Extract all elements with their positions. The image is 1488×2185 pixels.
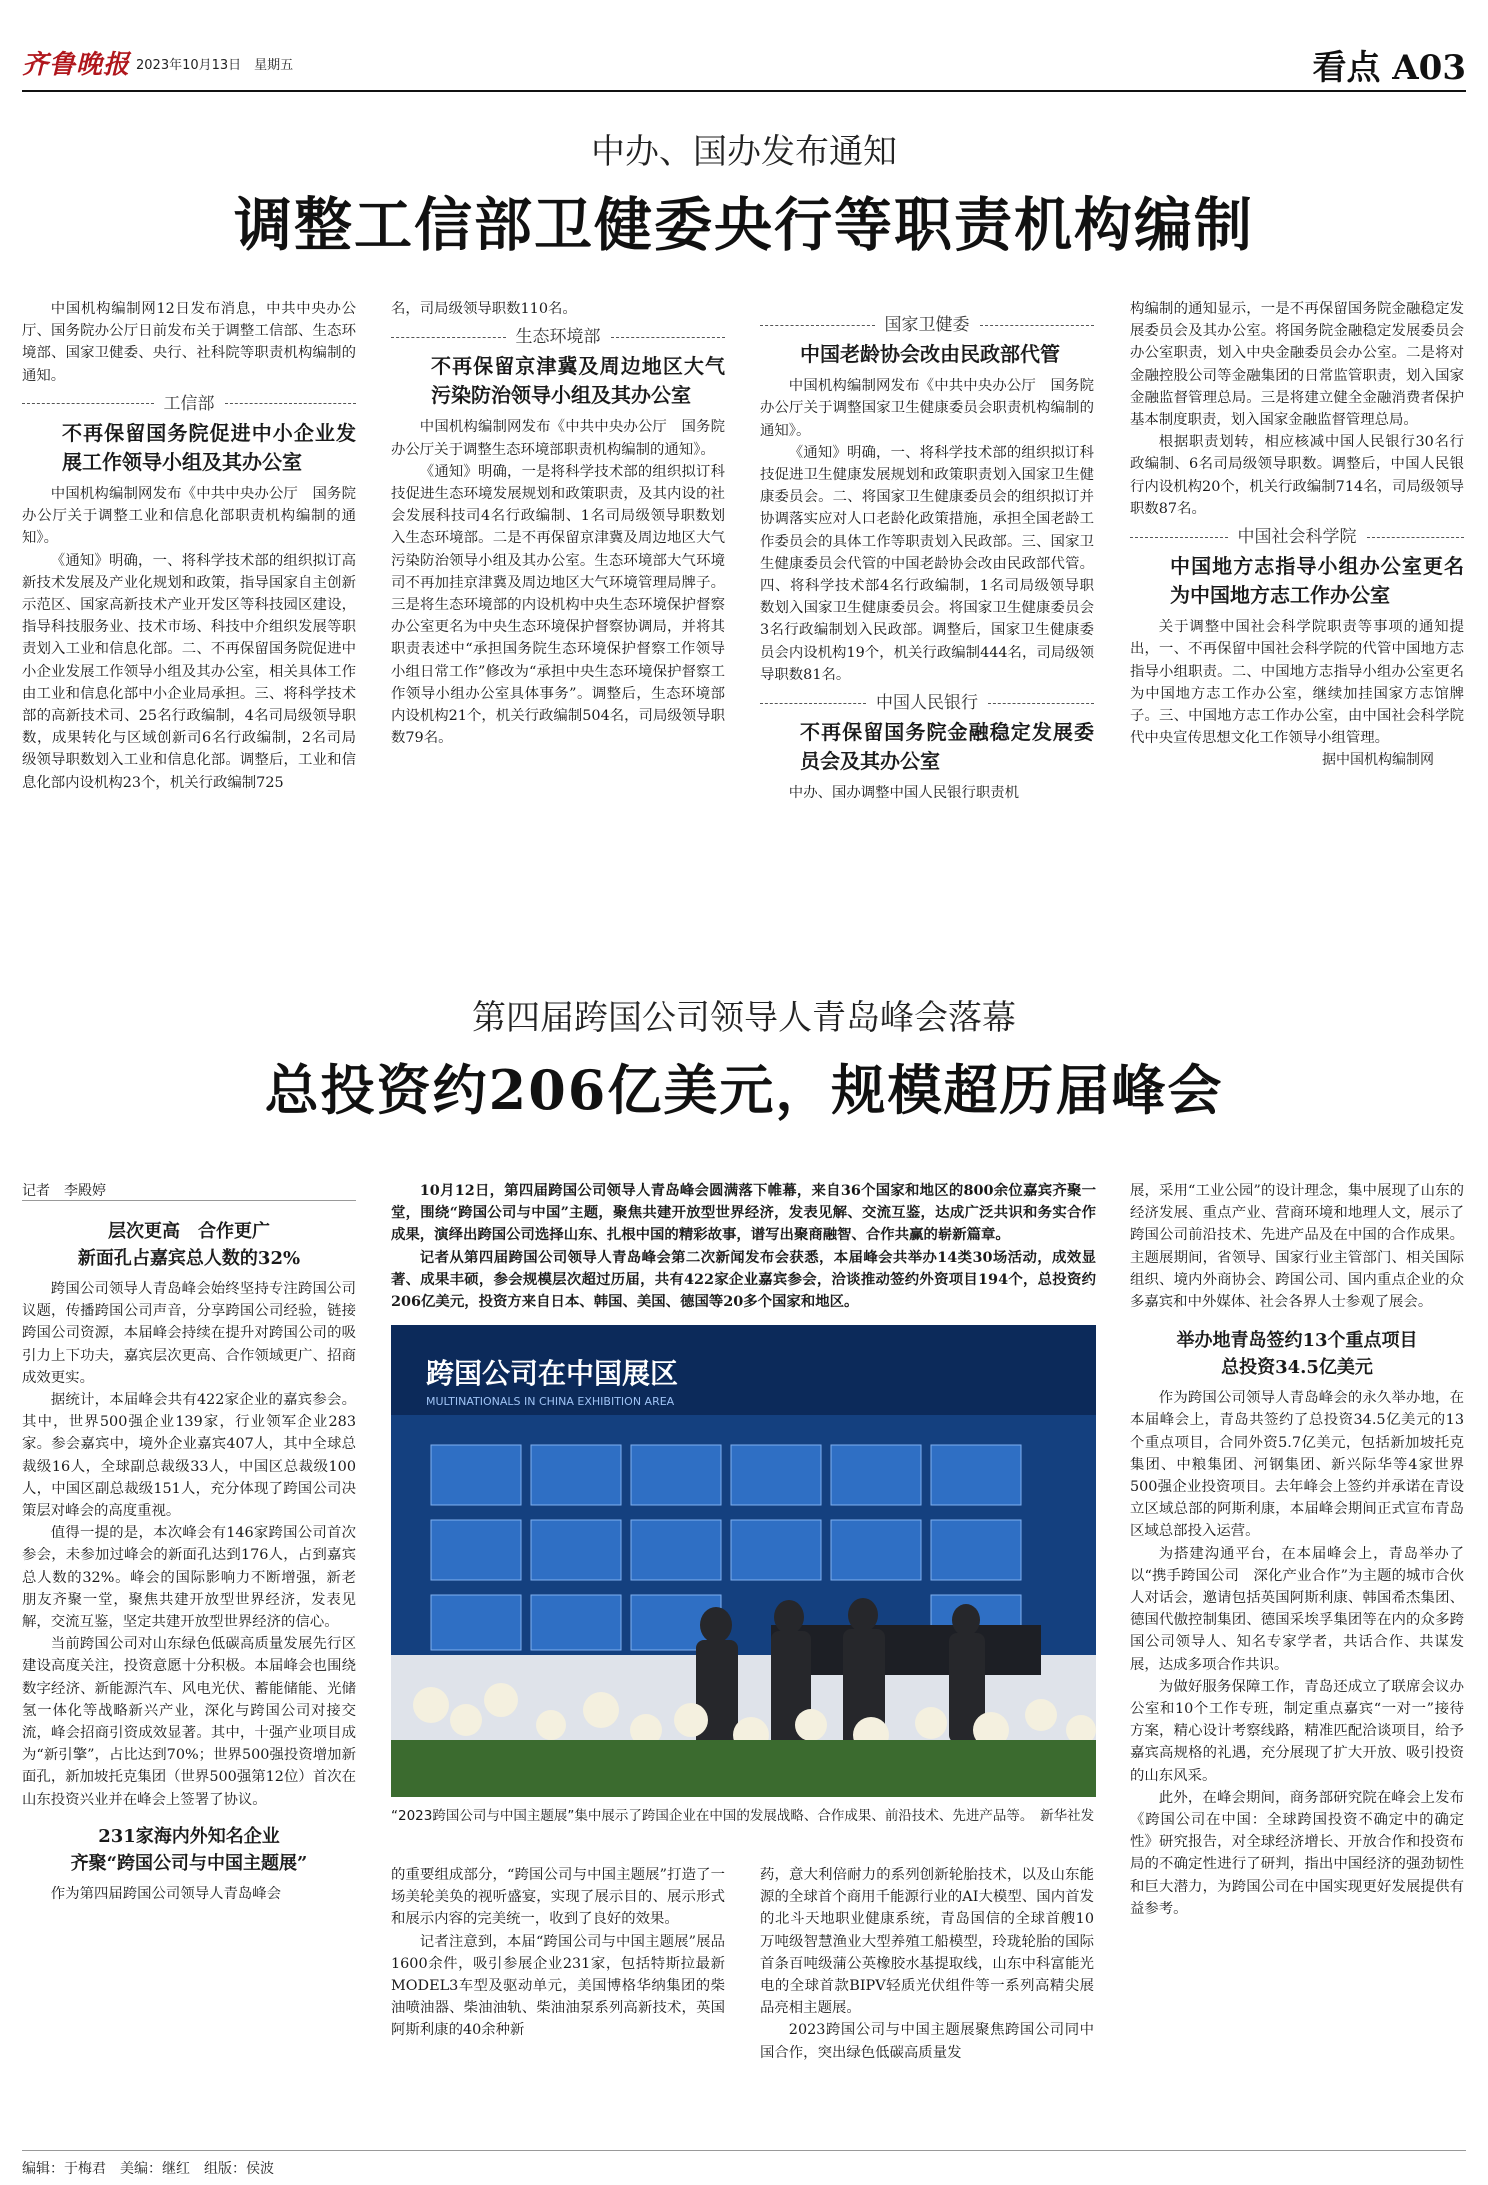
paragraph: 《通知》明确，一、将科学技术部的组织拟订科技促进卫生健康发展规划和政策职责划入国家卫生健康委员会。二、将国家卫生健康委员会的组织拟订并协调落实应对人口老龄化政策措施，承担全国老龄工作委员会的具体工作等职责划入民政部。三、国家卫生健康委员会代管的中国老龄协会改由民政部代管。四、将科学技术部4名行政编制，1名司局级领导职数划入国家卫生健康委员会。将国家卫生健康委员会3名行政编制划入民政部。调整后，国家卫生健康委员会内设机构19个，机关行政编制444名，司局级领导职数81名。: [760, 444, 1094, 683]
story2-lead: [391, 1180, 1096, 1313]
paragraph: 10月12日，第四届跨国公司领导人青岛峰会圆满落下帷幕，来自36个国家和地区的800余位嘉宾齐聚一堂，围绕“跨国公司与中国”主题，聚焦共建开放型世界经济，发表见解、交流互鉴，达成广泛共识和务实合作成果，演绎出跨国公司选择山东、扎根中国的精彩故事，谱写出聚商融智、合作共赢的崭新篇章。: [391, 1182, 1096, 1244]
subheading: 齐聚“跨国公司与中国主题展”: [70, 1852, 308, 1874]
paragraph: 名，司局级领导职数110名。: [391, 301, 577, 317]
exhibition-photo: [391, 1325, 1096, 1797]
paragraph: 值得一提的是，本次峰会有146家跨国公司首次参会，未参加过峰会的新面孔达到176人，占到嘉宾总人数的32%。峰会的国际影响力不断增强，新老朋友齐聚一堂，聚焦共建开放型世界经济，发表见解，交流互鉴，坚定共建开放型世界经济的信心。: [22, 1525, 356, 1631]
story2-kicker: 第四届跨国公司领导人青岛峰会落幕: [472, 998, 1016, 1038]
story1-column-1: [22, 298, 356, 794]
source-credit: 据中国机构编制网: [1322, 752, 1434, 769]
header-rule: [22, 90, 1466, 92]
subheading: 新面孔占嘉宾总人数的32%: [77, 1248, 301, 1269]
paragraph: 为搭建沟通平台，在本届峰会上，青岛举办了以“携手跨国公司 深化产业合作”为主题的城市合伙人对话会，邀请包括英国阿斯利康、韩国希杰集团、德国代傲控制集团、德国采埃孚集团等在内的众多跨国公司领导人、知名专家学者，共话合作、共谋发展，达成多项合作共识。: [1130, 1545, 1464, 1673]
paragraph: 作为跨国公司领导人青岛峰会的永久举办地，在本届峰会上，青岛共签约了总投资34.5亿美元的13个重点项目，合同外资5.7亿美元，包括新加坡托克集团、中粮集团、河钢集团、新兴际华等4家世界500强企业投资项目。去年峰会上签约并承诺在青设立区域总部的阿斯利康，本届峰会期间正式宣布青岛区域总部投入运营。: [1130, 1390, 1464, 1540]
story1-column-4: [1130, 298, 1464, 772]
footer-rule: [22, 2150, 1466, 2151]
section-label-miit: 工信部: [22, 393, 356, 415]
newspaper-logo: 齐鲁晚报: [22, 50, 131, 80]
paragraph: 中国机构编制网发布《中共中央办公厅 国务院办公厅关于调整国家卫生健康委员会职责机构编制的通知》。: [760, 378, 1094, 439]
story1-column-2: [391, 298, 725, 749]
subheading: 不再保留国务院金融稳定发展委员会及其办公室: [800, 720, 1094, 774]
subheading: 231家海内外知名企业: [98, 1825, 280, 1847]
section-label-pboc: 中国人民银行: [760, 692, 1094, 714]
paragraph: 中办、国办调整中国人民银行职责机: [788, 785, 1020, 802]
story2-column-1: [22, 1212, 356, 1905]
paragraph: 中国机构编制网发布《中共中央办公厅 国务院办公厅关于调整工业和信息化部职责机构编制的通知》。: [22, 486, 356, 547]
story1-headline: 调整工信部卫健委央行等职责机构编制: [233, 191, 1254, 259]
story1-column-3: [760, 308, 1094, 804]
exhibition-sign-cn: 跨国公司在中国展区: [426, 1357, 679, 1390]
subheading: 层次更高 合作更广: [108, 1221, 270, 1242]
story2-column-4: [1130, 1180, 1464, 1920]
paragraph: 此外，在峰会期间，商务部研究院在峰会上发布《跨国公司在中国：全球跨国投资不确定中的确定性》研究报告，对全球经济增长、开放合作和投资布局的不确定性进行了研判，指出中国经济的强劲韧性和巨大潜力，为跨国公司在中国实现更好发展提供有益参考。: [1130, 1789, 1464, 1917]
paragraph: 跨国公司领导人青岛峰会始终坚持专注跨国公司议题，传播跨国公司声音，分享跨国公司经验，链接跨国公司资源，本届峰会持续在提升对跨国公司的吸引力上下功夫，嘉宾层次更高、合作领域更广、招商成效更实。: [22, 1281, 356, 1386]
editorial-credits: 编辑：于梅君 美编：继红 组版：侯波: [22, 2161, 274, 2177]
byline: 记者 李殿婷: [22, 1183, 106, 1199]
section-label-cass: 中国社会科学院: [1130, 526, 1464, 548]
paragraph: 记者从第四届跨国公司领导人青岛峰会第二次新闻发布会获悉，本届峰会共举办14类30场活动，成效显著、成果丰硕，参会规模层次超过历届，共有422家企业嘉宾参会，洽谈推动签约外资项目194个，总投资约206亿美元，投资方来自日本、韩国、美国、德国等20多个国家和地区。: [391, 1248, 1096, 1311]
exhibition-sign-en: MULTINATIONALS IN CHINA EXHIBITION AREA: [426, 1395, 675, 1408]
paragraph: 展，采用“工业公园”的设计理念，集中展现了山东的经济发展、重点产业、营商环境和地理人文，展示了跨国公司前沿技术、先进产品及在中国的合作成果。主题展期间，省领导、国家行业主管部门、相关国际组织、境内外商协会、跨国公司、国内重点企业的众多嘉宾和中外媒体、社会各界人士参观了展会。: [1130, 1183, 1464, 1311]
subheading: 中国地方志指导小组办公室更名为中国地方志工作办公室: [1170, 554, 1464, 608]
page-section-label: 看点 A03: [1312, 48, 1466, 88]
exhibition-scene: [391, 1325, 1096, 1797]
paragraph: 根据职责划转，相应核减中国人民银行30名行政编制、6名司局级领导职数。调整后，中国人民银行内设机构20个，机关行政编制714名，司局级领导职数87名。: [1130, 434, 1464, 517]
paragraph: 《通知》明确，一、将科学技术部的组织拟订高新技术发展及产业化规划和政策，指导国家自主创新示范区、国家高新技术产业开发区等科技园区建设，指导科技服务业、技术市场、科技中介组织发展等职责划入工业和信息化部。二、不再保留国务院促进中小企业发展工作领导小组及其办公室，相关具体工作由工业和信息化部中小企业局承担。三、将科学技术部的高新技术司、25名行政编制，4名司局级领导职数，成果转化与区域创新司6名行政编制，2名司局级领导职数划入工业和信息化部。调整后，工业和信息化部内设机构23个，机关行政编制725: [22, 552, 356, 791]
paragraph: 中国机构编制网发布《中共中央办公厅 国务院办公厅关于调整生态环境部职责机构编制的通知》。: [391, 419, 725, 458]
paragraph: 2023跨国公司与中国主题展聚焦跨国公司同中国合作，突出绿色低碳高质量发: [760, 2022, 1094, 2061]
paragraph: 作为第四届跨国公司领导人青岛峰会: [50, 1885, 282, 1902]
story2-headline: 总投资约206亿美元，规模超历届峰会: [264, 1058, 1224, 1122]
subheading: 中国老龄协会改由民政部代管: [800, 342, 1060, 367]
story1-kicker: 中办、国办发布通知: [591, 132, 897, 172]
paragraph: 当前跨国公司对山东绿色低碳高质量发展先行区建设高度关注，投资意愿十分积极。本届峰会也围绕数字经济、新能源汽车、风电光伏、蓄能储能、光储氢一体化等战略新兴产业，深化与跨国公司对接交流，峰会招商引资成效显著。其中，十强产业项目成为“新引擎”，占比达到70%；世界500强投资增加新面孔，新加坡托克集团（世界500强第12位）首次在山东投资兴业并在峰会上签署了协议。: [22, 1636, 356, 1808]
paragraph: 记者注意到，本届“跨国公司与中国主题展”展品1600余件，吸引参展企业231家，包括特斯拉最新MODEL3车型及驱动单元，美国博格华纳集团的柴油喷油器、柴油油轨、柴油油泵系列高新技术，英国阿斯利康的40余种新: [391, 1933, 725, 2039]
subheading: 总投资34.5亿美元: [1221, 1357, 1373, 1379]
section-label-nhc: 国家卫健委: [760, 314, 1094, 336]
byline-rule: [22, 1200, 356, 1201]
paragraph: 构编制的通知显示，一是不再保留国务院金融稳定发展委员会及其办公室。将国务院金融稳定发展委员会办公室职责，划入中央金融委员会办公室。二是将对金融控股公司等金融集团的日常监管职责，划入国家金融监督管理总局。三是将建立健全金融消费者保护基本制度职责，划入国家金融监督管理总局。: [1130, 301, 1464, 429]
paragraph: 药，意大利倍耐力的系列创新轮胎技术，以及山东能源的全球首个商用千能源行业的AI大模型、国内首发的北斗天地职业健康系统，青岛国信的全球首艘10万吨级智慧渔业大型养殖工船模型，玲珑轮胎的国际首条百吨级蒲公英橡胶水基提取线，山东中科富能光电的全球首款BIPV轻质光伏组件等一系列高精尖展品亮相主题展。: [760, 1867, 1094, 2017]
paragraph: 《通知》明确，一是将科学技术部的组织拟订科技促进生态环境发展规划和政策职责，及其内设的社会发展科技司4名行政编制、1名司局级领导职数划入生态环境部。二是不再保留京津冀及周边地区大气污染防治领导小组及其办公室。生态环境部大气环境司不再加挂京津冀及周边地区大气环境管理局牌子。三是将生态环境部的内设机构中央生态环境保护督察办公室更名为中央生态环境保护督察协调局，并将其职责表述中“承担国务院生态环境保护督察工作领导小组日常工作”修改为“承担中央生态环境保护督察工作领导小组办公室具体事务”。调整后，生态环境部内设机构21个，机关行政编制504名，司局级领导职数79名。: [391, 463, 725, 747]
paragraph: 的重要组成部分，“跨国公司与中国主题展”打造了一场美轮美奂的视听盛宴，实现了展示目的、展示形式和展示内容的完美统一，收到了良好的效果。: [391, 1867, 725, 1928]
subheading: 举办地青岛签约13个重点项目: [1176, 1330, 1418, 1352]
paragraph: 为做好服务保障工作，青岛还成立了联席会议办公室和10个工作专班，制定重点嘉宾“一对一”接待方案，精心设计考察线路，精准匹配洽谈项目，给予嘉宾高规格的礼遇，充分展现了扩大开放、吸引投资的山东风采。: [1130, 1678, 1464, 1784]
paragraph: 关于调整中国社会科学院职责等事项的通知提出，一、不再保留中国社会科学院的代管中国地方志指导小组职责。二、中国地方志指导小组办公室更名为中国地方志工作办公室，继续加挂国家方志馆牌子。三、中国地方志工作办公室，由中国社会科学院代中央宣传思想文化工作领导小组管理。: [1130, 619, 1464, 747]
photo-caption: “2023跨国公司与中国主题展”集中展示了跨国企业在中国的发展战略、合作成果、前沿技术、先进产品等。 新华社发: [391, 1808, 1095, 1824]
story2-column-3: [760, 1864, 1094, 2064]
paragraph: 据统计，本届峰会共有422家企业的嘉宾参会。其中，世界500强企业139家，行业领军企业283家。参会嘉宾中，境外企业嘉宾407人，其中全球总裁级16人，全球副总裁级33人，中国区总裁级100人，中国区副总裁级151人，充分体现了跨国公司决策层对峰会的高度重视。: [22, 1392, 356, 1520]
section-label-mee: 生态环境部: [391, 326, 725, 348]
paragraph: 中国机构编制网12日发布消息，中共中央办公厅、国务院办公厅日前发布关于调整工信部、生态环境部、国家卫健委、央行、社科院等职责机构编制的通知。: [22, 301, 356, 384]
story2-column-2: [391, 1864, 725, 2042]
subheading: 不再保留国务院促进中小企业发展工作领导小组及其办公室: [62, 421, 356, 475]
issue-date: 2023年10月13日 星期五: [136, 58, 294, 73]
subheading: 不再保留京津冀及周边地区大气污染防治领导小组及其办公室: [431, 354, 725, 408]
